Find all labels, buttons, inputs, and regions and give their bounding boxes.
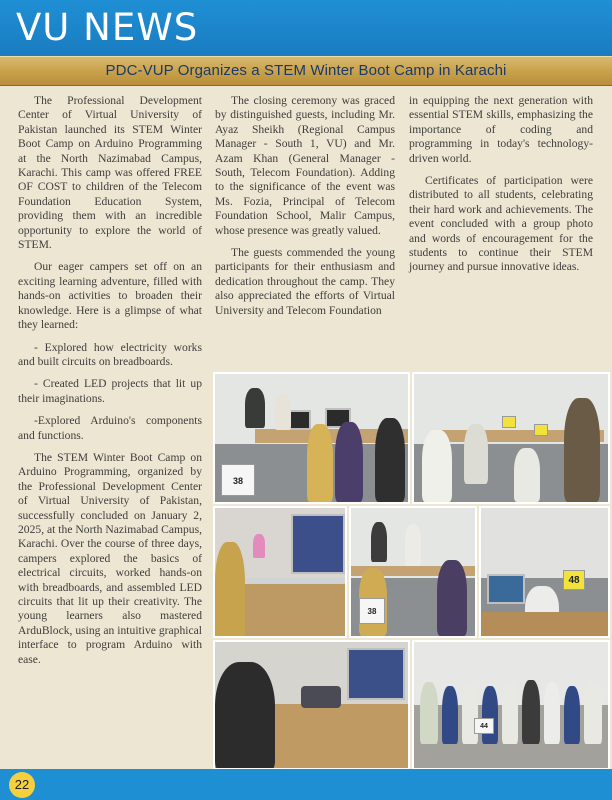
page-number: 22	[9, 772, 35, 798]
magazine-title: VU NEWS	[16, 6, 199, 49]
photo-students-computers	[412, 372, 610, 504]
article-column-3	[409, 94, 593, 283]
article-title: PDC-VUP Organizes a STEM Winter Boot Camp in Karachi	[105, 62, 507, 79]
paragraph: The STEM Winter Boot Camp on Arduino Programming, organized by the Professional Development Center of Virtual University of Pakistan, successfully concluded on January 2, 2025, at the North Nazimabad Campus, Karachi. Over the course of three days, campers explored the basics of electrical circuits, worked hands-on with breadboards, and assembled LED circuits that lit up their creativity. The young learners also mastered ArduBlock, using an intuitive graphical interface to program Arduino with ease.	[18, 450, 202, 666]
paragraph: - Explored how electricity works and built circuits on breadboards.	[18, 340, 202, 368]
paragraph: -Explored Arduino's components and functions.	[18, 414, 202, 442]
desk-number-sign: 44	[474, 718, 494, 734]
footer-bar	[0, 769, 612, 800]
article-title-bar	[0, 56, 612, 86]
header-banner	[0, 0, 612, 56]
paragraph: The guests commended the young participants for their enthusiasm and dedication throughout the camp. They also appreciated the efforts of Virtual University and Telecom Foundation	[215, 246, 395, 317]
paragraph: The closing ceremony was graced by distinguished guests, including Mr. Ayaz Sheikh (Regional Campus Manager - South 1, VU) and Mr. Azam Khan (General Manager - South, Telecom Foundation). Adding to the significance of the event was Ms. Fozia, Principal of Telecom Foundation School, Malir Campus, whose presence was greatly valued.	[215, 94, 395, 237]
desk-number-sign: 48	[563, 570, 585, 590]
paragraph: in equipping the next generation with essential STEM skills, emphasizing the importance of coding and programming in today's technology-driven world.	[409, 94, 593, 165]
desk-number-sign: 38	[221, 464, 255, 496]
paragraph: - Created LED projects that lit up their imaginations.	[18, 377, 202, 405]
desk-number-sign: 38	[359, 598, 385, 624]
paragraph: Certificates of participation were distributed to all students, celebrating their hard work and achievements. The event concluded with a group photo and words of encouragement for the students to continue their STEM journey and pursue innovative ideas.	[409, 174, 593, 274]
photo-lab-rows	[349, 506, 477, 638]
article-column-1	[18, 94, 202, 675]
photo-lab-wide	[213, 372, 410, 504]
paragraph: Our eager campers set off on an exciting learning adventure, filled with hands-on activities to broaden their knowledge. Here is a glimpse of what they learned:	[18, 260, 202, 332]
photo-student-at-screen	[213, 506, 347, 638]
photo-students-breadboard	[213, 640, 410, 770]
photo-group	[412, 640, 610, 770]
photo-boy-at-computer	[479, 506, 610, 638]
paragraph: The Professional Development Center of Virtual University of Pakistan launched its STEM Winter Boot Camp on Arduino Programming at the North Nazimabad Campus, Karachi. This camp was offered FREE OF COST to children of the Telecom Foundation Education System, providing them with an incredible opportunity to explore the world of STEM.	[18, 94, 202, 252]
article-column-2	[215, 94, 395, 326]
